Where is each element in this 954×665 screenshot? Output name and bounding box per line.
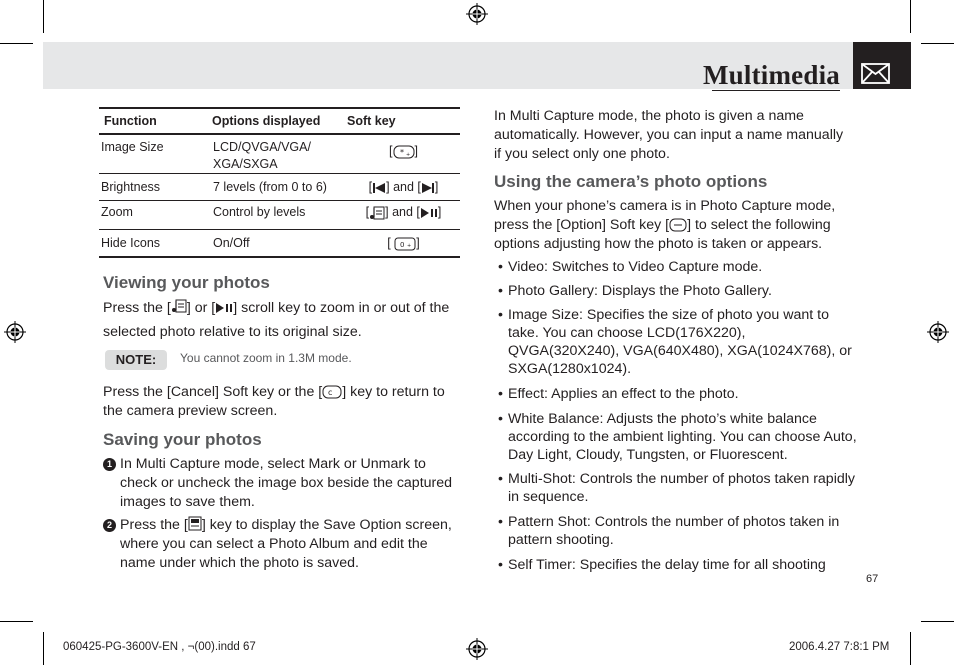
registration-mark-icon	[927, 321, 949, 343]
function-cell: Hide Icons	[99, 230, 212, 257]
function-cell: Image Size	[99, 134, 212, 174]
options-cell: Control by levels	[212, 201, 347, 230]
options-cell: On/Off	[212, 230, 347, 257]
music-note-key-icon	[171, 298, 187, 314]
table-header-row	[99, 108, 460, 134]
viewing-heading: Viewing your photos	[103, 273, 270, 292]
page-number: 67	[866, 573, 879, 585]
function-cell: Brightness	[99, 174, 212, 201]
step-1	[103, 455, 463, 512]
softkey-cell: [ * + ]	[347, 134, 460, 174]
options-cell: 7 levels (from 0 to 6)	[212, 174, 347, 201]
header-icon-box	[853, 42, 911, 89]
list-item: • Pattern Shot: Controls the number of photos taken in pattern shooting.	[498, 514, 840, 548]
list-item: • Photo Gallery: Displays the Photo Gallery.	[498, 283, 772, 299]
step-2	[103, 516, 463, 573]
softkey-cell: [ 0 + ]	[347, 230, 460, 257]
svg-text:0: 0	[400, 240, 405, 249]
svg-text:+: +	[405, 151, 410, 158]
svg-text:*: *	[399, 147, 404, 157]
crop-mark	[0, 621, 33, 622]
registration-mark-icon	[466, 638, 488, 660]
page-title: Multimedia	[703, 60, 840, 90]
footer-file-info: 060425-PG-3600V-EN , ¬(00).indd 67	[63, 641, 256, 653]
envelope-icon	[861, 63, 891, 85]
options-heading: Using the camera’s photo options	[494, 172, 768, 191]
table-row	[99, 134, 460, 174]
crop-mark	[921, 621, 954, 622]
crop-mark	[910, 632, 911, 665]
star-key-icon	[393, 145, 415, 159]
note-badge: NOTE:	[105, 350, 167, 370]
play-pause-key-icon	[215, 302, 233, 314]
function-cell: Zoom	[99, 201, 212, 230]
note-text: You cannot zoom in 1.3M mode.	[180, 351, 352, 365]
registration-mark-icon	[4, 321, 26, 343]
play-pause-key-icon	[420, 207, 438, 219]
option-softkey-icon	[669, 218, 687, 232]
skip-back-key-icon	[372, 182, 386, 194]
title-underline	[712, 90, 840, 91]
list-item: • Multi-Shot: Controls the number of photos taken rapidly in sequence.	[498, 471, 855, 505]
list-item: • Effect: Applies an effect to the photo.	[498, 386, 739, 402]
skip-forward-key-icon	[421, 182, 435, 194]
step-text: In Multi Capture mode, select Mark or Unmark to check or uncheck the image box beside the captured images to save them.	[120, 456, 453, 510]
music-note-key-icon	[369, 205, 385, 221]
cancel-paragraph: Press the [Cancel] Soft key or the [ c ] key to return to the camera preview screen.	[103, 384, 445, 419]
step-number: 2	[103, 519, 116, 532]
viewing-paragraph: Press the [ ] or [ ] scroll key to zoom in or out of the selected photo relative to its original size.	[103, 300, 450, 340]
softkey-joiner: and	[393, 180, 414, 194]
registration-mark-icon	[466, 3, 488, 25]
crop-mark	[43, 632, 44, 665]
svg-text:+: +	[407, 242, 412, 249]
list-item: • White Balance: Adjusts the photo’s white balance according to the ambient lighting. You can choose Auto, Day Light, Cloudy, Tungsten, or Fluorescent.	[498, 411, 857, 463]
table-row	[99, 174, 460, 201]
softkey-cell: [ ] and [ ]	[347, 174, 460, 201]
clear-key-icon	[322, 385, 342, 399]
options-intro: When your phone’s camera is in Photo Capture mode, press the [Option] Soft key [ ] to select the following options adjusting how the photo is taken or appears.	[494, 198, 836, 252]
table-row	[99, 230, 460, 257]
list-item: • Self Timer: Specifies the delay time for all shooting	[498, 557, 826, 573]
softkey-joiner: and	[392, 205, 413, 219]
step-number: 1	[103, 458, 116, 471]
intro-paragraph: In Multi Capture mode, the photo is given a name automatically. However, you can input a name manually if you select only one photo.	[494, 108, 844, 162]
list-item: • Video: Switches to Video Capture mode.	[498, 259, 763, 275]
crop-mark	[921, 43, 954, 44]
crop-mark	[910, 0, 911, 33]
saving-heading: Saving your photos	[103, 430, 262, 449]
zero-key-icon	[394, 237, 416, 251]
step-text: Press the [ ] key to display the Save Option screen, where you can select a Photo Album and edit the name under which the photo is saved.	[120, 517, 452, 571]
softkey-cell: [ ] and [ ]	[347, 201, 460, 230]
column-header: Function	[99, 108, 212, 134]
function-table	[99, 107, 460, 258]
list-item: • Image Size: Specifies the size of photo you want to take. You can choose LCD(176X220), QVGA(320X240), VGA(640X480), XGA(1024X768), or SXGA(1280x1024).	[498, 307, 852, 377]
table-row	[99, 201, 460, 230]
footer-timestamp: 2006.4.27 7:8:1 PM	[789, 641, 890, 653]
svg-text:c: c	[328, 388, 333, 398]
column-header: Options displayed	[212, 108, 347, 134]
crop-mark	[43, 0, 44, 33]
crop-mark	[0, 43, 33, 44]
column-header: Soft key	[347, 108, 460, 134]
options-cell: LCD/QVGA/VGA/ XGA/SXGA	[212, 134, 347, 174]
save-key-icon	[188, 516, 202, 531]
